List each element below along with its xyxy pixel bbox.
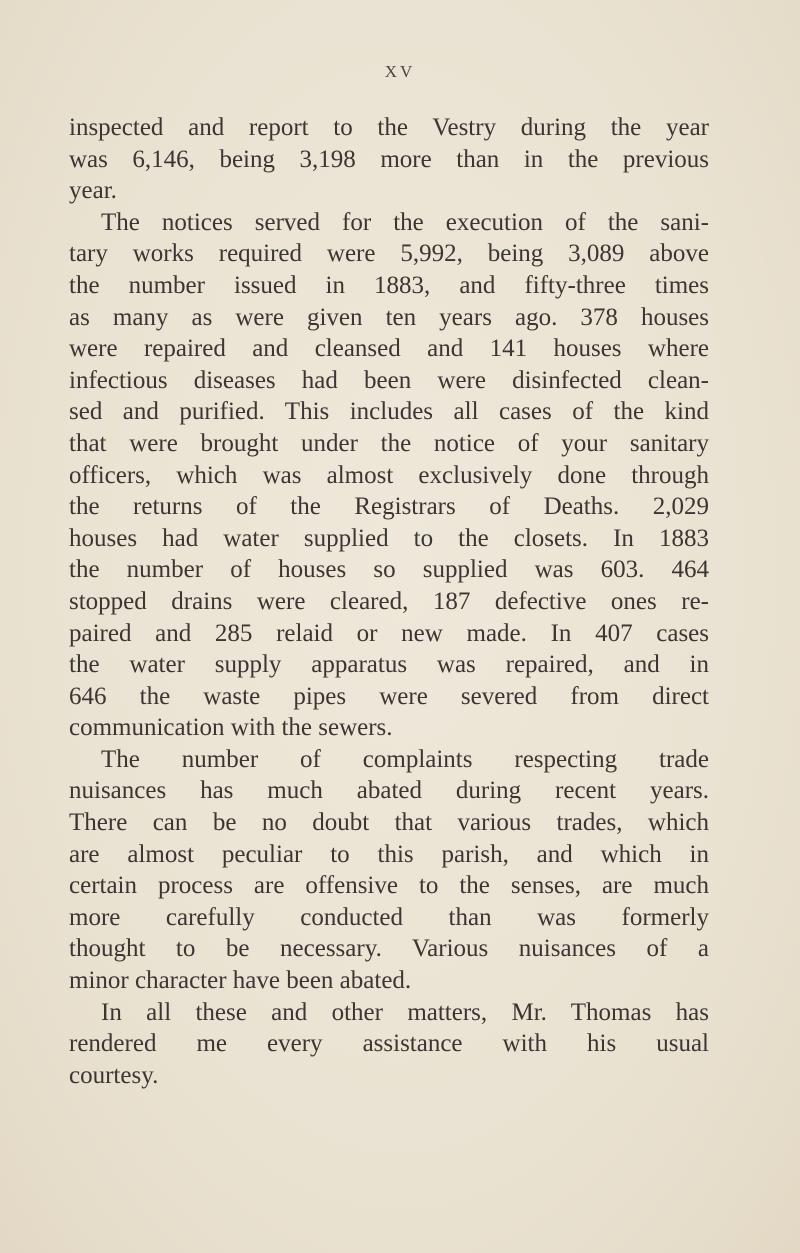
text-line: infectious diseases had been were disinfected clean- <box>69 366 709 394</box>
text-line: the water supply apparatus was repaired, and in <box>69 651 709 679</box>
paragraph <box>69 112 709 207</box>
text-line: There can be no doubt that various trades, which <box>69 809 709 837</box>
text-line: thought to be necessary. Various nuisances of a <box>69 935 709 963</box>
text-line: the number issued in 1883, and fifty-three times <box>69 271 709 299</box>
text-line: certain process are offensive to the senses, are much <box>69 872 709 900</box>
text-line: courtesy. <box>69 1061 159 1089</box>
text-line: inspected and report to the Vestry during the year <box>69 114 709 141</box>
paragraph <box>69 207 709 744</box>
body-text <box>69 112 709 1091</box>
text-line: paired and 285 relaid or new made. In 407 cases <box>69 619 709 647</box>
text-line: are almost peculiar to this parish, and which in <box>69 840 709 868</box>
page-number: XV <box>384 62 416 81</box>
text-line: that were brought under the notice of your sanitary <box>69 429 709 457</box>
paragraph <box>69 997 709 1092</box>
text-line: communication with the sewers. <box>69 714 393 742</box>
text-line: sed and purified. This includes all cases of the kind <box>69 398 709 426</box>
text-line: rendered me every assistance with his usual <box>69 1030 709 1058</box>
text-line: houses had water supplied to the closets. In 1883 <box>69 524 709 552</box>
text-line: year. <box>69 177 117 205</box>
paragraph <box>69 744 709 997</box>
text-line: the number of houses so supplied was 603. 464 <box>69 556 709 584</box>
text-line: the returns of the Registrars of Deaths. 2,029 <box>69 493 709 521</box>
text-line: as many as were given ten years ago. 378 houses <box>69 303 709 331</box>
text-line: tary works required were 5,992, being 3,089 above <box>69 240 709 268</box>
text-line: officers, which was almost exclusively done through <box>69 461 709 489</box>
text-line: were repaired and cleansed and 141 houses where <box>69 335 709 363</box>
text-line: nuisances has much abated during recent years. <box>69 777 709 805</box>
text-line: The notices served for the execution of the sani- <box>101 208 709 236</box>
text-line: was 6,146, being 3,198 more than in the previous <box>69 145 709 173</box>
text-line: In all these and other matters, Mr. Thomas has <box>101 998 709 1026</box>
text-line: The number of complaints respecting trade <box>101 745 709 773</box>
text-line: more carefully conducted than was formerly <box>69 903 709 931</box>
text-line: minor character have been abated. <box>69 967 412 995</box>
text-line: stopped drains were cleared, 187 defective ones re- <box>69 587 709 615</box>
text-line: 646 the waste pipes were severed from direct <box>69 682 709 710</box>
